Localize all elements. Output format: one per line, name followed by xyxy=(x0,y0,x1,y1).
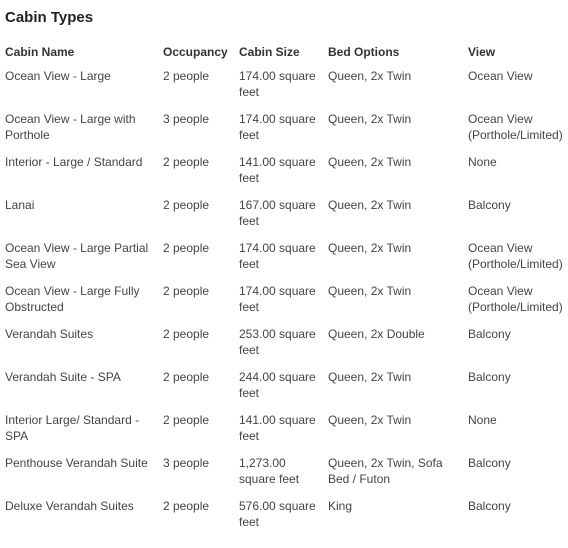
cabin-name-cell: Verandah Suite - SPA xyxy=(5,370,121,384)
table-row xyxy=(5,326,565,369)
table-row xyxy=(5,154,565,197)
occupancy-cell: 2 people xyxy=(163,241,210,255)
occupancy-cell: 2 people xyxy=(163,198,210,212)
view-cell: Balcony xyxy=(468,370,511,384)
bed-options-cell: Queen, 2x Twin xyxy=(328,284,412,298)
occupancy-cell: 2 people xyxy=(163,327,210,341)
occupancy-cell: 2 people xyxy=(163,413,210,427)
bed-options-cell: Queen, 2x Twin xyxy=(328,370,412,384)
column-header-cabin-size: Cabin Size xyxy=(239,45,300,59)
occupancy-cell: 3 people xyxy=(163,112,210,126)
cabin-name-cell: Penthouse Verandah Suite xyxy=(5,456,148,470)
view-cell: Ocean View xyxy=(468,69,533,83)
view-cell: Ocean View (Porthole/Limited) xyxy=(468,241,563,271)
bed-options-cell: Queen, 2x Twin xyxy=(328,413,412,427)
cabin-types-table xyxy=(5,44,565,541)
cabin-name-cell: Interior Large/ Standard - SPA xyxy=(5,413,140,443)
table-row xyxy=(5,369,565,412)
cabin-size-cell: 174.00 square feet xyxy=(239,241,316,271)
view-cell: Balcony xyxy=(468,327,511,341)
bed-options-cell: Queen, 2x Twin xyxy=(328,198,412,212)
cabin-name-cell: Ocean View - Large xyxy=(5,69,111,83)
column-header-occupancy: Occupancy xyxy=(163,45,228,59)
bed-options-cell: King xyxy=(328,499,353,513)
column-header-view: View xyxy=(468,45,496,59)
view-cell: None xyxy=(468,155,497,169)
cabin-name-cell: Ocean View - Large with Porthole xyxy=(5,112,136,142)
table-header-row xyxy=(5,44,565,68)
cabin-name-cell: Deluxe Verandah Suites xyxy=(5,499,134,513)
view-cell: None xyxy=(468,413,497,427)
table-row xyxy=(5,240,565,283)
cabin-size-cell: 576.00 square feet xyxy=(239,499,316,529)
cabin-name-cell: Ocean View - Large Fully Obstructed xyxy=(5,284,140,314)
bed-options-cell: Queen, 2x Twin xyxy=(328,69,412,83)
table-row xyxy=(5,498,565,541)
cabin-size-cell: 167.00 square feet xyxy=(239,198,316,228)
column-header-cabin-name: Cabin Name xyxy=(5,45,75,59)
bed-options-cell: Queen, 2x Twin xyxy=(328,241,412,255)
occupancy-cell: 2 people xyxy=(163,370,210,384)
column-header-bed-options: Bed Options xyxy=(328,45,400,59)
table-row xyxy=(5,455,565,498)
table-row xyxy=(5,197,565,240)
view-cell: Ocean View (Porthole/Limited) xyxy=(468,284,563,314)
cabin-name-cell: Interior - Large / Standard xyxy=(5,155,143,169)
cabin-name-cell: Verandah Suites xyxy=(5,327,94,341)
view-cell: Balcony xyxy=(468,198,511,212)
table-row xyxy=(5,283,565,326)
occupancy-cell: 2 people xyxy=(163,69,210,83)
bed-options-cell: Queen, 2x Twin xyxy=(328,112,412,126)
cabin-size-cell: 174.00 square feet xyxy=(239,284,316,314)
view-cell: Ocean View (Porthole/Limited) xyxy=(468,112,563,142)
occupancy-cell: 2 people xyxy=(163,155,210,169)
cabin-size-cell: 253.00 square feet xyxy=(239,327,316,357)
view-cell: Balcony xyxy=(468,456,511,470)
section-title: Cabin Types xyxy=(5,9,94,26)
cabin-size-cell: 141.00 square feet xyxy=(239,413,316,443)
bed-options-cell: Queen, 2x Twin xyxy=(328,155,412,169)
table-row xyxy=(5,111,565,154)
occupancy-cell: 3 people xyxy=(163,456,210,470)
bed-options-cell: Queen, 2x Twin, Sofa Bed / Futon xyxy=(328,456,443,486)
bed-options-cell: Queen, 2x Double xyxy=(328,327,425,341)
cabin-name-cell: Lanai xyxy=(5,198,35,212)
cabin-size-cell: 244.00 square feet xyxy=(239,370,316,400)
cabin-size-cell: 174.00 square feet xyxy=(239,69,316,99)
occupancy-cell: 2 people xyxy=(163,284,210,298)
cabin-name-cell: Ocean View - Large Partial Sea View xyxy=(5,241,149,271)
cabin-size-cell: 1,273.00 square feet xyxy=(239,456,300,486)
table-row xyxy=(5,412,565,455)
table-row xyxy=(5,68,565,111)
occupancy-cell: 2 people xyxy=(163,499,210,513)
view-cell: Balcony xyxy=(468,499,511,513)
cabin-size-cell: 141.00 square feet xyxy=(239,155,316,185)
cabin-size-cell: 174.00 square feet xyxy=(239,112,316,142)
